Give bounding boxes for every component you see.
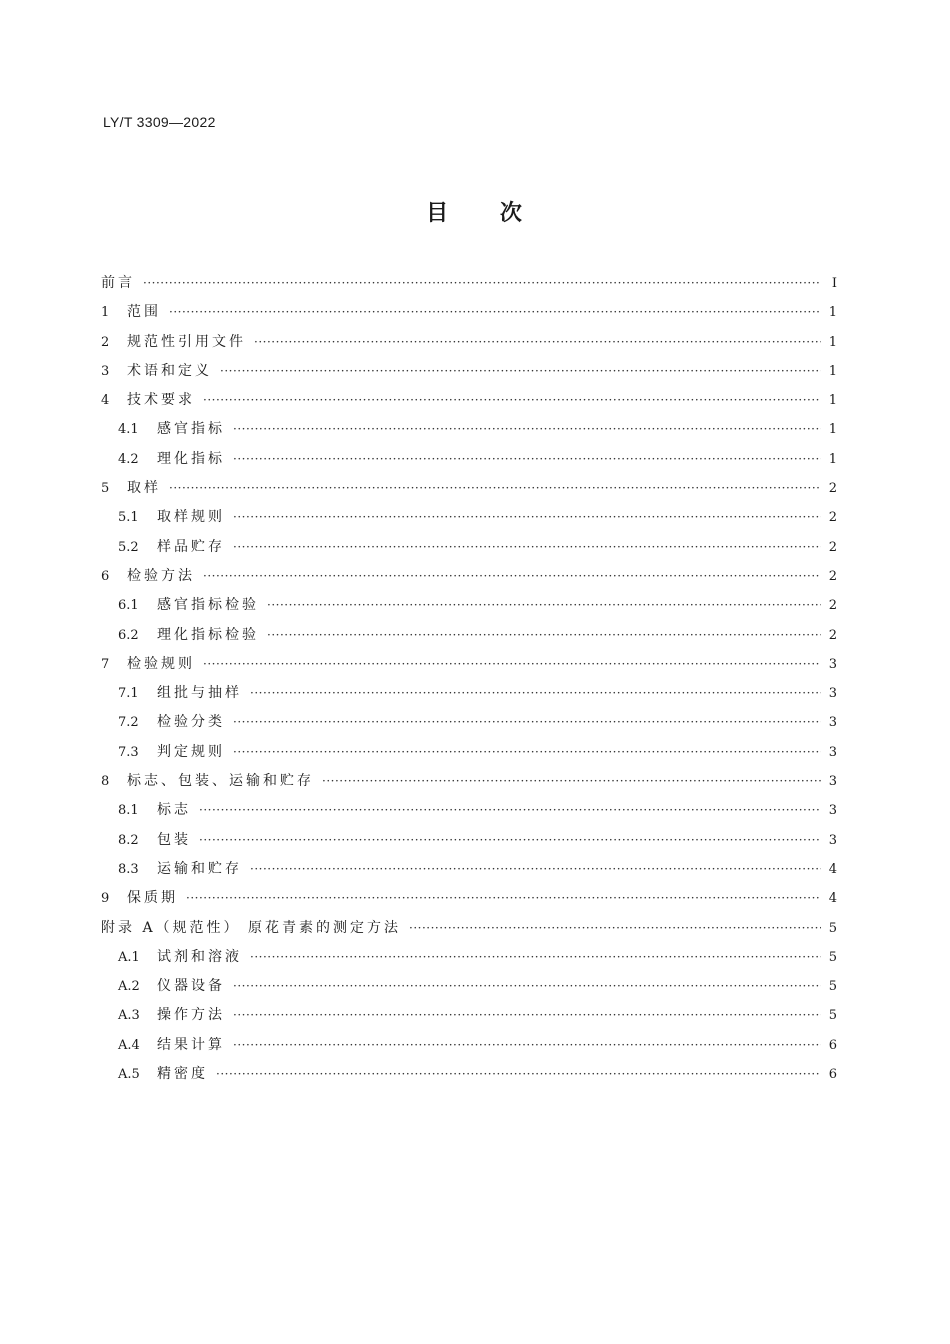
dot-leader [143,269,821,298]
toc-entry-number: 4.2 [118,451,139,467]
dot-leader [233,1001,821,1030]
toc-entry-label: 检验规则 [127,655,195,672]
toc-entry-page-number: 2 [828,627,837,643]
toc-entry-label: 样品贮存 [157,538,225,555]
toc-entry-page-number: 5 [828,920,837,936]
toc-entry-number: A.5 [118,1067,140,1083]
toc-entry-number: A.4 [118,1037,140,1053]
toc-entry-label: 试剂和溶液 [157,948,242,965]
toc-entry[interactable] [101,679,837,708]
toc-entry-page-number: 1 [828,305,837,321]
toc-entry-page-number: 2 [828,568,837,584]
toc-entry-page-number: 3 [828,656,837,672]
dot-leader [233,738,821,767]
dot-leader [233,533,821,562]
dot-leader [267,621,821,650]
toc-entry-page-number: 2 [828,510,837,526]
toc-entry-number: A.2 [118,979,140,995]
toc-entry-label: 组批与抽样 [157,685,242,702]
toc-entry-number: 7.1 [118,686,139,702]
dot-leader [169,298,821,327]
toc-entry-page-number: 3 [828,832,837,848]
toc-entry[interactable] [101,386,837,415]
toc-entry-page-number: 2 [828,598,837,614]
toc-entry[interactable] [101,445,837,474]
toc-entry-page-number: 2 [828,481,837,497]
toc-entry[interactable] [101,474,837,503]
toc-entry-number: 5.2 [118,539,139,555]
dot-leader [220,357,821,386]
dot-leader [233,708,821,737]
toc-entry-label: 理化指标检验 [157,626,259,643]
toc-entry-page-number: 3 [828,774,837,790]
toc-entry-page-number: 3 [828,803,837,819]
dot-leader [254,328,821,357]
toc-entry[interactable] [101,855,837,884]
toc-entry-page-number: 1 [828,363,837,379]
dot-leader [233,1031,821,1060]
toc-entry-page-number: Ⅰ [831,276,837,291]
toc-entry[interactable] [101,269,837,298]
toc-entry-label: 运输和贮存 [157,860,242,877]
toc-entry-label: 取样 [127,480,161,497]
toc-entry-label: 前言 [101,275,135,291]
dot-leader [409,914,821,943]
toc-entry-number: 8.2 [118,832,139,848]
toc-entry-number: 7.3 [118,744,139,760]
toc-entry-label: 范围 [127,304,161,321]
toc-entry-label: 包装 [157,831,191,848]
toc-entry-label: 仪器设备 [157,978,225,995]
dot-leader [233,415,821,444]
toc-entry[interactable] [101,415,837,444]
toc-entry[interactable] [101,328,837,357]
toc-entry[interactable] [101,914,837,943]
toc-entry[interactable] [101,298,837,327]
toc-entry-page-number: 1 [828,393,837,409]
toc-entry-number: 6.2 [118,627,139,643]
toc-entry-label: 感官指标检验 [157,597,259,614]
toc-entry[interactable] [101,738,837,767]
dot-leader [322,767,821,796]
dot-leader [233,972,821,1001]
toc-entry-number: 7 [101,656,110,672]
dot-leader [267,591,821,620]
toc-entry-number: 6 [101,568,110,584]
toc-entry-page-number: 5 [828,979,837,995]
toc-entry[interactable] [101,708,837,737]
toc-entry-number: 6.1 [118,598,139,614]
toc-entry[interactable] [101,650,837,679]
toc-entry[interactable] [101,562,837,591]
dot-leader [199,796,821,825]
toc-entry-page-number: 5 [828,1008,837,1024]
dot-leader [203,650,821,679]
toc-entry-number: 9 [101,891,110,907]
toc-entry-number: A.3 [118,1008,140,1024]
toc-entry-number: 5 [101,481,110,497]
dot-leader [169,474,821,503]
toc-entry[interactable] [101,1001,837,1030]
toc-entry-page-number: 3 [828,686,837,702]
toc-entry-page-number: 1 [828,334,837,350]
table-of-contents [101,269,837,1089]
toc-entry-number: 8.3 [118,861,139,877]
document-code: LY/T 3309—2022 [103,114,216,130]
toc-entry-label: 附录 A（规范性） 原花青素的测定方法 [101,919,402,936]
dot-leader [233,503,821,532]
toc-entry-label: 取样规则 [157,509,225,526]
dot-leader [186,884,821,913]
toc-entry-page-number: 6 [828,1037,837,1053]
toc-entry[interactable] [101,943,837,972]
toc-entry-number: 8 [101,774,110,790]
toc-entry[interactable] [101,884,837,913]
toc-entry-number: 4 [101,393,110,409]
toc-entry-number: 1 [101,305,110,321]
toc-entry-label: 技术要求 [127,392,195,409]
toc-entry-page-number: 5 [828,949,837,965]
toc-entry-label: 操作方法 [157,1007,225,1024]
dot-leader [199,826,821,855]
toc-entry-page-number: 6 [828,1067,837,1083]
dot-leader [233,445,821,474]
dot-leader [203,562,821,591]
toc-entry[interactable] [101,533,837,562]
toc-entry-number: 2 [101,334,110,350]
toc-entry-page-number: 2 [828,539,837,555]
toc-entry-label: 理化指标 [157,450,225,467]
toc-entry-label: 精密度 [157,1066,208,1083]
toc-entry-number: 4.1 [118,422,139,438]
toc-entry-label: 标志、包装、运输和贮存 [127,773,314,790]
toc-entry-number: 7.2 [118,715,139,731]
toc-entry[interactable] [101,1060,837,1089]
toc-entry[interactable] [101,972,837,1001]
toc-entry[interactable] [101,621,837,650]
dot-leader [216,1060,821,1089]
toc-entry[interactable] [101,357,837,386]
toc-entry-number: 8.1 [118,803,139,819]
toc-entry[interactable] [101,826,837,855]
toc-entry-label: 保质期 [127,890,178,907]
toc-entry-label: 标志 [157,802,191,819]
toc-entry-label: 检验分类 [157,714,225,731]
toc-entry-page-number: 4 [828,861,837,877]
toc-entry[interactable] [101,591,837,620]
dot-leader [250,679,821,708]
toc-entry-label: 术语和定义 [127,362,212,379]
toc-entry-label: 感官指标 [157,421,225,438]
toc-entry-page-number: 1 [828,422,837,438]
toc-entry[interactable] [101,503,837,532]
toc-entry[interactable] [101,796,837,825]
dot-leader [250,943,821,972]
dot-leader [203,386,821,415]
toc-entry-label: 结果计算 [157,1036,225,1053]
toc-entry[interactable] [101,1031,837,1060]
page-title: 目 次 [426,201,524,226]
toc-entry-label: 规范性引用文件 [127,333,246,350]
toc-entry[interactable] [101,767,837,796]
toc-entry-page-number: 1 [828,451,837,467]
toc-entry-page-number: 4 [828,891,837,907]
toc-entry-label: 检验方法 [127,567,195,584]
toc-entry-page-number: 3 [828,744,837,760]
toc-entry-number: 3 [101,363,110,379]
toc-entry-number: A.1 [118,949,140,965]
toc-entry-number: 5.1 [118,510,139,526]
toc-entry-page-number: 3 [828,715,837,731]
dot-leader [250,855,821,884]
toc-entry-label: 判定规则 [157,743,225,760]
